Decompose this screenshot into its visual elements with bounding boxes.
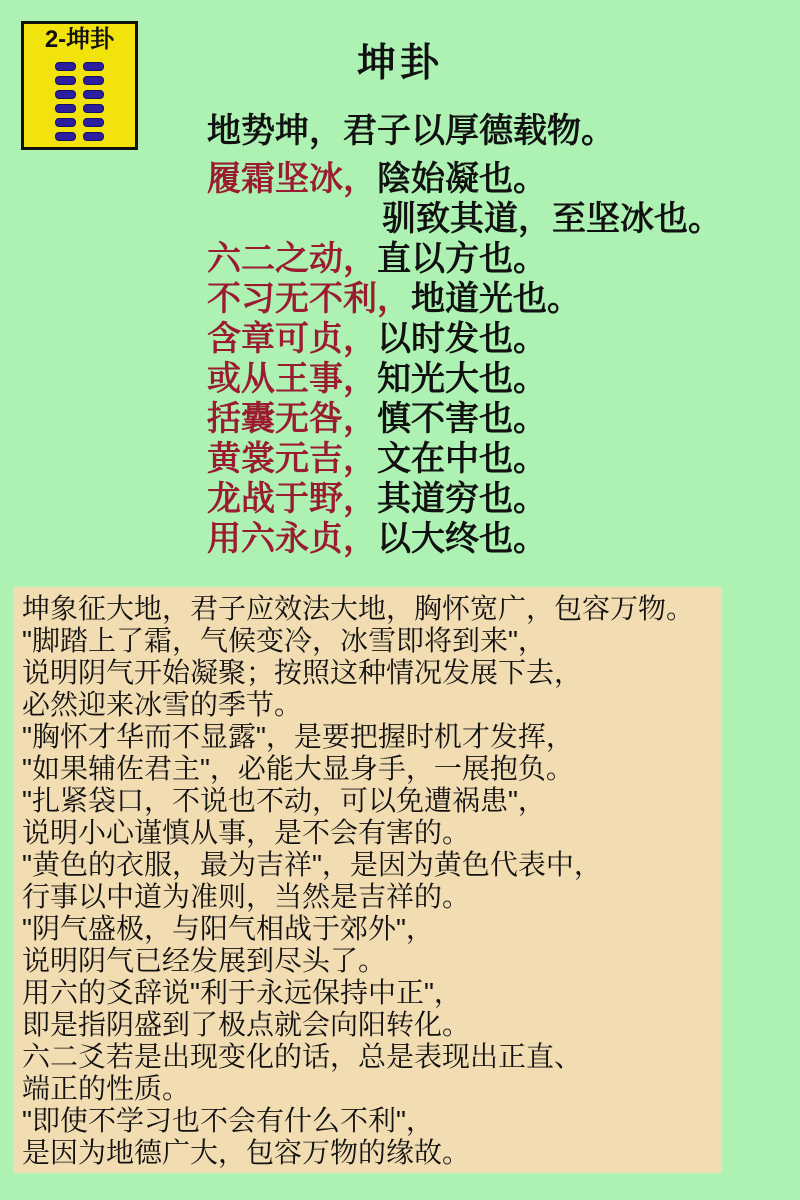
verse-text: 知光大也。 <box>377 361 547 398</box>
verse-phrase: 用六永贞， <box>207 521 377 558</box>
commentary-line: "扎紧袋口，不说也不动，可以免遭祸患"， <box>22 785 546 816</box>
commentary-line: 必然迎来冰雪的季节。 <box>22 689 303 720</box>
verse-line <box>207 160 722 200</box>
verse-phrase: 含章可贞， <box>207 321 377 358</box>
verse-phrase: 龙战于野， <box>207 481 377 518</box>
verse-text: 地势坤，君子以厚德载物。 <box>207 113 615 150</box>
verse-text: 其道穷也。 <box>377 481 547 518</box>
verse-text: 直以方也。 <box>377 241 547 278</box>
yin-line <box>55 118 104 127</box>
verse-text: 慎不害也。 <box>377 401 547 438</box>
commentary-line: 行事以中道为准则，当然是吉祥的。 <box>22 881 471 912</box>
page-title: 坤卦 <box>356 42 443 85</box>
commentary-line: "胸怀才华而不显露"，是要把握时机才发挥， <box>22 721 574 752</box>
verse-line <box>207 360 722 400</box>
commentary-line: "脚踏上了霜，气候变冷，冰雪即将到来"， <box>22 625 546 656</box>
verse-line <box>207 480 722 520</box>
verse-line <box>207 112 722 152</box>
commentary-line: 说明阴气已经发展到尽头了。 <box>22 945 387 976</box>
verse-phrase: 履霜坚冰， <box>207 161 377 198</box>
commentary-line: "如果辅佐君主"，必能大显身手，一展抱负。 <box>22 753 574 784</box>
verse-block <box>207 112 722 560</box>
commentary-line: 坤象征大地，君子应效法大地，胸怀宽广，包容万物。 <box>22 593 695 624</box>
verse-phrase: 黄裳元吉， <box>207 441 377 478</box>
verse-phrase: 括囊无咎， <box>207 401 377 438</box>
yin-line <box>55 90 104 99</box>
verse-text: 文在中也。 <box>377 441 547 478</box>
verse-phrase: 不习无不利， <box>207 281 411 318</box>
verse-line <box>207 440 722 480</box>
commentary-line: 说明阴气开始凝聚；按照这种情况发展下去， <box>22 657 583 688</box>
verse-text: 以大终也。 <box>377 521 547 558</box>
yin-line <box>55 104 104 113</box>
verse-text: 地道光也。 <box>411 281 581 318</box>
verse-line <box>207 200 722 240</box>
commentary-line: 说明小心谨慎从事，是不会有害的。 <box>22 817 471 848</box>
verse-phrase: 六二之动， <box>207 241 377 278</box>
yin-line <box>55 132 104 141</box>
badge-label: 2-坤卦 <box>44 26 115 53</box>
commentary-box <box>13 587 722 1173</box>
verse-text: 驯致其道，至坚冰也。 <box>382 201 722 238</box>
verse-line <box>207 280 722 320</box>
verse-line <box>207 320 722 360</box>
verse-text: 陰始凝也。 <box>377 161 547 198</box>
verse-phrase: 或从王事， <box>207 361 377 398</box>
verse-line <box>207 520 722 560</box>
commentary-line: 六二爻若是出现变化的话，总是表现出正直、 <box>22 1041 583 1072</box>
commentary-line: 端正的性质。 <box>22 1073 191 1104</box>
verse-line <box>207 400 722 440</box>
commentary-line: "即使不学习也不会有什么不利"， <box>22 1105 434 1136</box>
commentary-line: 即是指阴盛到了极点就会向阳转化。 <box>22 1009 471 1040</box>
commentary-line: 是因为地德广大，包容万物的缘故。 <box>22 1137 471 1168</box>
verse-text: 以时发也。 <box>377 321 547 358</box>
commentary-line: "黄色的衣服，最为吉祥"，是因为黄色代表中， <box>22 849 602 880</box>
verse-line <box>207 240 722 280</box>
commentary-line: 用六的爻辞说"利于永远保持中正"， <box>22 977 462 1008</box>
commentary-line: "阴气盛极，与阳气相战于郊外"， <box>22 913 434 944</box>
